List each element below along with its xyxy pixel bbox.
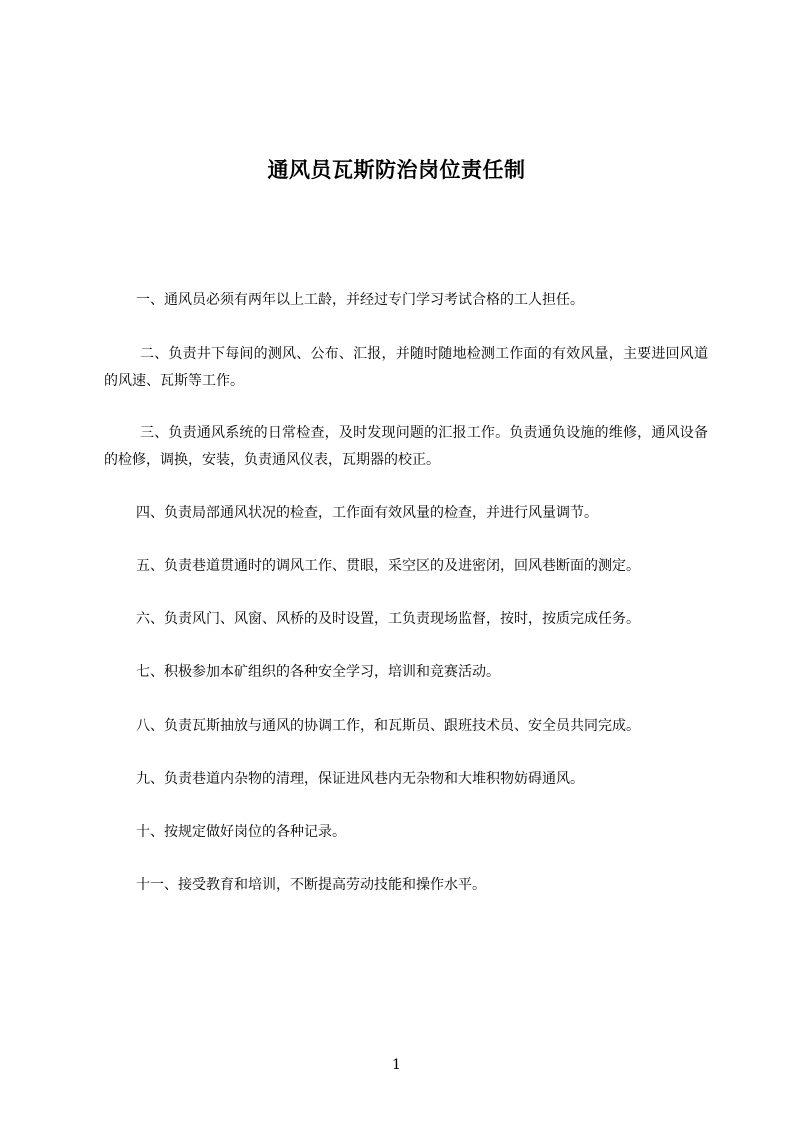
paragraph-3: 三、负责通风系统的日常检查，及时发现问题的汇报工作。负责通负设施的维修，通风设备的检修，调换，安装，负责通风仪表，瓦期器的校正。	[104, 425, 708, 468]
paragraph-5: 五、负责巷道贯通时的调风工作、贯眼，采空区的及进密闭，回风巷断面的测定。	[136, 558, 640, 574]
paragraph-1: 一、通风员必须有两年以上工龄，并经过专门学习考试合格的工人担任。	[136, 292, 584, 308]
paragraph-8: 八、负责瓦斯抽放与通风的协调工作，和瓦斯员、跟班技术员、安全员共同完成。	[136, 718, 640, 734]
paragraph-6: 六、负责风门、风窗、风桥的及时设置，工负责现场监督，按时，按质完成任务。	[136, 611, 640, 627]
paragraph-2: 二、负责井下每间的测风、公布、汇报，并随时随地检测工作面的有效风量，主要进回风道的风速、瓦斯等工作。	[104, 346, 708, 389]
paragraph-9: 九、负责巷道内杂物的清理，保证进风巷内无杂物和大堆积物妨碍通风。	[136, 771, 584, 787]
paragraph-4: 四、负责局部通风状况的检查，工作面有效风量的检查，并进行风量调节。	[136, 505, 598, 521]
document-title: 通风员瓦斯防治岗位责任制	[267, 158, 526, 183]
page-number: 1	[392, 1057, 401, 1073]
paragraph-7: 七、积极参加本矿组织的各种安全学习，培训和竞赛活动。	[136, 664, 500, 680]
paragraph-10: 十、按规定做好岗位的各种记录。	[136, 824, 346, 840]
paragraph-11: 十一、接受教育和培训，不断提高劳动技能和操作水平。	[136, 877, 486, 893]
